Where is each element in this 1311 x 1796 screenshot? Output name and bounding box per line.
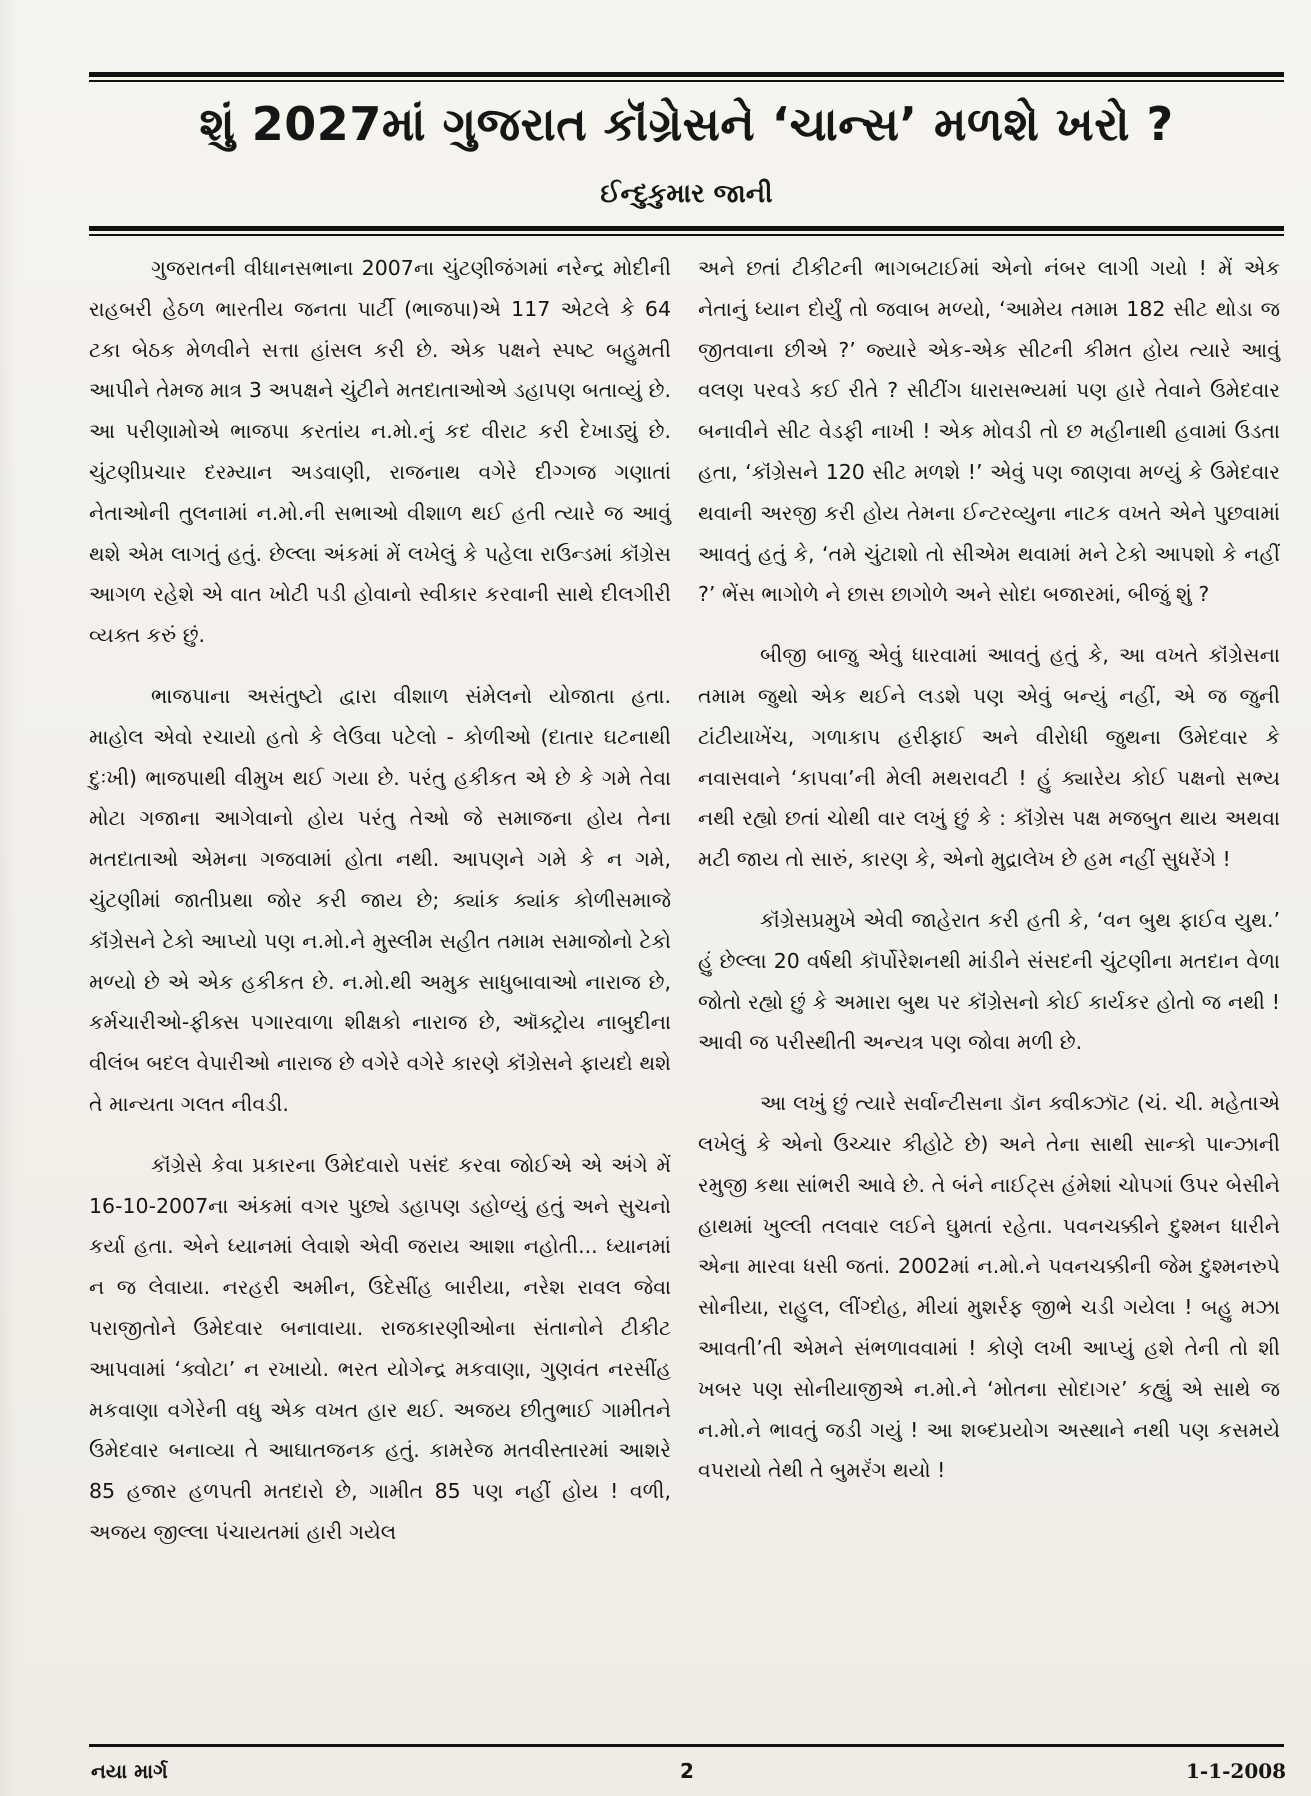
top-rule-thin: [89, 80, 1284, 82]
page-number: 2: [680, 1759, 694, 1783]
article-author: ઈન્દુકુમાર જાની: [600, 179, 773, 209]
right-column: [698, 248, 1280, 1511]
paragraph: આ લખું છું ત્યારે સર્વાન્ટીસના ડૉન ક્વીક્ઝૉટ (ચં. ચી. મહેતાએ લખેલું કે એનો ઉચ્ચાર કીહોટે છે) અને તેના સાથી સાન્કો પાન્ઝાની રમુજી કથા સાંભરી આવે છે. તે બંને નાઈટ્સ હંમેશાં ચોપગાં ઉપર બેસીને હાથમાં ખુલ્લી તલવાર લઈને ઘુમતાં રહેતા. પવનચક્કીને દુશ્મન ધારીને એના મારવા ધસી જતાં. 2002માં ન.મો.ને પવનચક્કીની જેમ દુશ્મનરુપે સોનીયા, રાહુલ, લીંગ્દોહ, મીયાં મુશર્રફ જીભે ચડી ગયેલા ! બહુ મઝા આવતી’તી એમને સંભળાવવામાં ! કોણે લખી આપ્યું હશે તેની તો શી ખબર પણ સોનીયાજીએ ન.મો.ને ‘મોતના સોદાગર’ કહ્યું એ સાથે જ ન.મો.ને ભાવતું જડી ગયું ! આ શબ્દપ્રયોગ અસ્થાને નથી પણ કસમયે વપરાયો તેથી તે બુમરૅંગ થયો !: [698, 1091, 1280, 1483]
footer-rule: [89, 1744, 1284, 1747]
left-column: [89, 248, 671, 1573]
publication-name: નયા માર્ગ: [91, 1759, 168, 1783]
paragraph: ભાજપાના અસંતુષ્ટો દ્વારા વીશાળ સંમેલનો યોજાતા હતા. માહોલ એવો રચાયો હતો કે લેઉવા પટેલો - કોળીઓ (દાતાર ઘટનાથી દુઃખી) ભાજપાથી વીમુખ થઈ ગયા છે. પરંતુ હકીકત એ છે કે ગમે તેવા મોટા ગજાના આગેવાનો હોય પરંતુ તેઓ જે સમાજના હોય તેના મતદાતાઓ એમના ગજવામાં હોતા નથી. આપણને ગમે કે ન ગમે, ચુંટણીમાં જાતીપ્રથા જોર કરી જાય છે; ક્યાંક ક્યાંક કોળીસમાજે કૉંગ્રેસને ટેકો આપ્યો પણ ન.મો.ને મુસ્લીમ સહીત તમામ સમાજોનો ટેકો મળ્યો છે એ એક હકીકત છે. ન.મો.થી અમુક સાધુબાવાઓ નારાજ છે, કર્મચારીઓ-ફીક્સ પગારવાળા શીક્ષકો નારાજ છે, ઑક્ટ્રોય નાબુદીના વીલંબ બદલ વેપારીઓ નારાજ છે વગેરે વગેરે કારણે કૉંગ્રેસને ફાયદો થશે તે માન્યતા ગલત નીવડી.: [89, 683, 671, 1116]
header-rule-thin: [89, 234, 1284, 236]
issue-date: 1-1-2008: [1186, 1759, 1287, 1783]
paragraph: કૉંગ્રેસપ્રમુખે એવી જાહેરાત કરી હતી કે, ‘વન બુથ ફાઈવ યુથ.’ હું છેલ્લા 20 વર્ષથી કૉર્પોરેશનથી માંડીને સંસદની ચુંટણીના મતદાન વેળા જોતો રહ્યો છું કે અમારા બુથ પર કૉંગ્રેસનો કોઈ કાર્યકર હોતો જ નથી ! આવી જ પરીસ્થીતી અન્યત્ર પણ જોવા મળી છે.: [698, 907, 1280, 1055]
paragraph: કૉંગ્રેસે કેવા પ્રકારના ઉમેદવારો પસંદ કરવા જોઈએ એ અંગે મેં 16-10-2007ના અંકમાં વગર પુછ્યે ડહાપણ ડહોળ્યું હતું અને સુચનો કર્યા હતા. એને ધ્યાનમાં લેવાશે એવી જરાય આશા નહોતી... ધ્યાનમાં ન જ લેવાયા. નરહરી અમીન, ઉદેસીંહ બારીયા, નરેશ રાવલ જેવા પરાજીતોને ઉમેદવાર બનાવાયા. રાજકારણીઓના સંતાનોને ટીકીટ આપવામાં ‘ક્વોટા’ ન રખાયો. ભરત યોગેન્દ્ર મકવાણા, ગુણવંત નરસીંહ મકવાણા વગેરેની વધુ એક વખત હાર થઈ. અજય છીતુભાઈ ગામીતને ઉમેદવાર બનાવ્યા તે આઘાતજનક હતું. કામરેજ મતવીસ્તારમાં આશરે 85 હજાર હળપતી મતદારો છે, ગામીત 85 પણ નહીં હોય ! વળી, અજય જીલ્લા પંચાયતમાં હારી ગયેલ: [89, 1152, 671, 1544]
top-rule: [89, 72, 1284, 77]
header-rule: [89, 226, 1284, 231]
paragraph: અને છતાં ટીકીટની ભાગબટાઈમાં એનો નંબર લાગી ગયો ! મેં એક નેતાનું ધ્યાન દોર્યું તો જવાબ મળ્યો, ‘આમેય તમામ 182 સીટ થોડા જ જીતવાના છીએ ?’ જ્યારે એક-એક સીટની કીમત હોય ત્યારે આવું વલણ પરવડે કઈ રીતે ? સીટીંગ ધારાસભ્યમાં પણ હારે તેવાને ઉમેદવાર બનાવીને સીટ વેડફી નાખી ! એક મોવડી તો છ મહીનાથી હવામાં ઉડતા હતા, ‘કૉંગ્રેસને 120 સીટ મળશે !’ એવું પણ જાણવા મળ્યું કે ઉમેદવાર થવાની અરજી કરી હોય તેમના ઈન્ટરવ્યુના નાટક વખતે એને પુછવામાં આવતું હતું કે, ‘તમે ચુંટાશો તો સીએમ થવામાં મને ટેકો આપશો કે નહીં ?’ ભેંસ ભાગોળે ને છાસ છાગોળે અને સોદા બજારમાં, બીજું શું ?: [698, 256, 1280, 607]
article-title: શું 2027માં ગુજરાત કૉંગ્રેસને ‘ચાન્સ’ મળશે ખરો ?: [199, 97, 1174, 151]
paragraph: બીજી બાજુ એવું ધારવામાં આવતું હતું કે, આ વખતે કૉંગ્રેસના તમામ જુથો એક થઈને લડશે પણ એવું બન્યું નહીં, એ જ જુની ટાંટીયાખેંચ, ગળાકાપ હરીફાઈ અને વીરોધી જુથના ઉમેદવાર કે નવાસવાને ‘કાપવા’ની મેલી મથરાવટી ! હું ક્યારેય કોઈ પક્ષનો સભ્ય નથી રહ્યો છતાં ચોથી વાર લખું છું કે : કૉંગ્રેસ પક્ષ મજબુત થાય અથવા મટી જાય તો સારું, કારણ કે, એનો મુદ્રાલેખ છે હમ નહીં સુધરેંગે !: [698, 643, 1280, 872]
paragraph: ગુજરાતની વીધાનસભાના 2007ના ચુંટણીજંગમાં નરેન્દ્ર મોદીની રાહબરી હેઠળ ભારતીય જનતા પાર્ટી (ભાજપા)એ 117 એટલે કે 64 ટકા બેઠક મેળવીને સત્તા હાંસલ કરી છે. એક પક્ષને સ્પષ્ટ બહુમતી આપીને તેમજ માત્ર 3 અપક્ષને ચુંટીને મતદાતાઓએ ડહાપણ બતાવ્યું છે. આ પરીણામોએ ભાજપા કરતાંય ન.મો.નું કદ વીરાટ કરી દેખાડ્યું છે. ચુંટણીપ્રચાર દરમ્યાન અડવાણી, રાજનાથ વગેરે દીગ્ગજ ગણાતાં નેતાઓની તુલનામાં ન.મો.ની સભાઓ વીશાળ થઈ હતી ત્યારે જ આવું થશે એમ લાગતું હતું. છેલ્લા અંકમાં મેં લખેલું કે પહેલા રાઉન્ડમાં કૉંગ્રેસ આગળ રહેશે એ વાત ખોટી પડી હોવાનો સ્વીકાર કરવાની સાથે દીલગીરી વ્યક્ત કરું છું.: [89, 256, 671, 648]
